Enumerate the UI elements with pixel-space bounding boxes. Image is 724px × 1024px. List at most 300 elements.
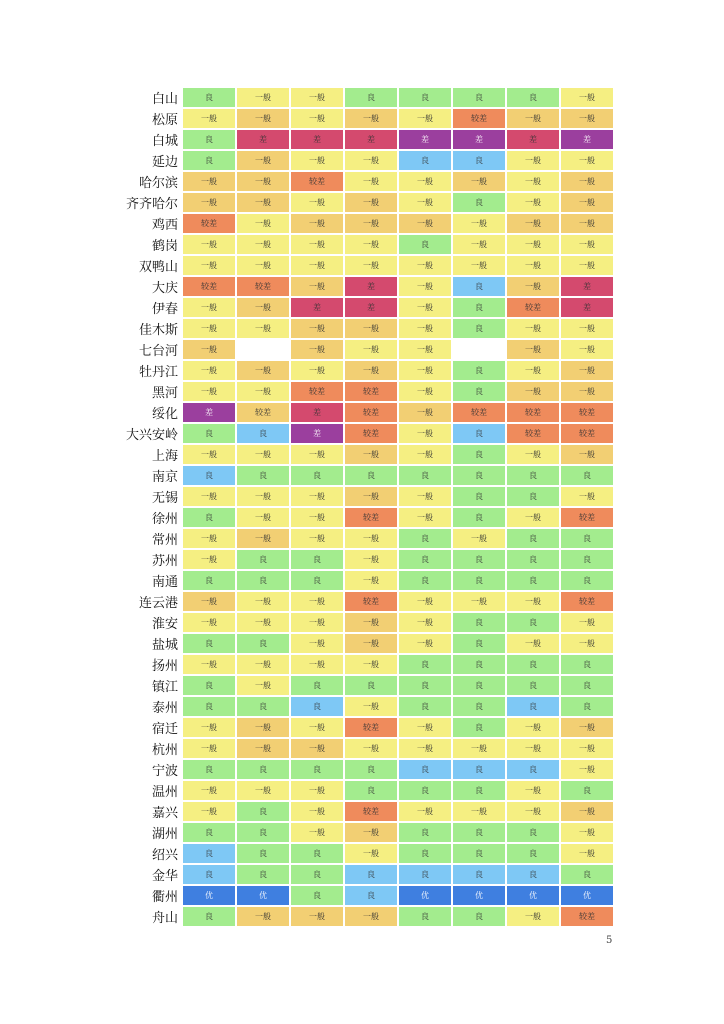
quality-cell: 一般: [344, 633, 398, 654]
quality-cell: 良: [398, 234, 452, 255]
quality-cell: 一般: [344, 213, 398, 234]
quality-cell: 良: [398, 864, 452, 885]
quality-cell: 一般: [182, 192, 236, 213]
quality-cell: 良: [182, 906, 236, 927]
city-name: 湖州: [151, 827, 178, 842]
table-row: [116, 213, 614, 234]
quality-cell: 良: [452, 549, 506, 570]
city-name: 盐城: [151, 638, 178, 653]
city-name: 大兴安岭: [125, 428, 178, 443]
quality-cell: 一般: [290, 255, 344, 276]
quality-cell: 良: [182, 423, 236, 444]
quality-cell: 一般: [290, 780, 344, 801]
quality-cell: 较差: [506, 297, 560, 318]
quality-cell: 一般: [398, 318, 452, 339]
quality-cell: 一般: [236, 171, 290, 192]
quality-cell: 良: [452, 843, 506, 864]
quality-cell: 一般: [506, 339, 560, 360]
quality-cell: 一般: [344, 192, 398, 213]
quality-cell: 一般: [560, 381, 614, 402]
table-row: [116, 738, 614, 759]
quality-cell: 一般: [506, 108, 560, 129]
quality-cell: 一般: [290, 150, 344, 171]
quality-cell: 一般: [398, 801, 452, 822]
quality-cell: 一般: [290, 234, 344, 255]
quality-cell: 一般: [182, 549, 236, 570]
quality-cell: 一般: [398, 339, 452, 360]
quality-cell: 良: [452, 360, 506, 381]
quality-cell: 良: [236, 633, 290, 654]
quality-cell: 良: [290, 675, 344, 696]
quality-cell: 一般: [398, 171, 452, 192]
city-name: 杭州: [151, 743, 178, 758]
quality-cell: 良: [398, 696, 452, 717]
city-name: 宿迁: [151, 722, 178, 737]
quality-cell: 差: [290, 129, 344, 150]
quality-cell: 良: [560, 570, 614, 591]
quality-cell: 一般: [452, 171, 506, 192]
city-name: 白山: [151, 92, 178, 107]
quality-cell: 一般: [344, 360, 398, 381]
quality-cell: 一般: [344, 150, 398, 171]
table-row: [116, 423, 614, 444]
quality-cell: 一般: [290, 801, 344, 822]
quality-cell: 一般: [182, 654, 236, 675]
quality-cell: 一般: [290, 87, 344, 108]
quality-cell: 优: [560, 885, 614, 906]
quality-cell: 良: [506, 696, 560, 717]
table-row: [116, 465, 614, 486]
city-name: 温州: [151, 785, 178, 800]
quality-cell: 一般: [236, 108, 290, 129]
quality-cell: 良: [506, 822, 560, 843]
quality-cell: 一般: [560, 87, 614, 108]
table-row: [116, 591, 614, 612]
quality-cell: 良: [506, 87, 560, 108]
quality-cell: 一般: [452, 213, 506, 234]
city-name: 伊春: [151, 302, 178, 317]
quality-cell: 良: [398, 843, 452, 864]
quality-cell: 良: [236, 801, 290, 822]
quality-cell: 一般: [344, 906, 398, 927]
table-row: [116, 318, 614, 339]
quality-cell: 良: [290, 696, 344, 717]
quality-cell: 差: [344, 276, 398, 297]
quality-cell: 良: [290, 864, 344, 885]
quality-cell: 良: [236, 864, 290, 885]
quality-cell: 一般: [560, 213, 614, 234]
quality-cell: 一般: [560, 150, 614, 171]
quality-cell: 良: [452, 906, 506, 927]
quality-cell: 一般: [182, 297, 236, 318]
quality-cell: 较差: [344, 402, 398, 423]
city-name: 黑河: [151, 386, 178, 401]
quality-cell: 良: [344, 780, 398, 801]
quality-cell: 一般: [398, 255, 452, 276]
quality-cell: 良: [452, 717, 506, 738]
table-row: [116, 255, 614, 276]
quality-cell: 一般: [182, 717, 236, 738]
quality-cell: 良: [398, 675, 452, 696]
quality-cell: 一般: [236, 591, 290, 612]
quality-cell: 一般: [344, 570, 398, 591]
table-row: [116, 87, 614, 108]
city-name: 扬州: [151, 659, 178, 674]
quality-cell: 良: [398, 528, 452, 549]
quality-cell: 良: [398, 87, 452, 108]
quality-cell: 较差: [560, 423, 614, 444]
quality-cell: 一般: [398, 486, 452, 507]
quality-cell: 良: [344, 864, 398, 885]
quality-cell: 较差: [344, 591, 398, 612]
quality-cell: 一般: [398, 276, 452, 297]
quality-cell: 一般: [344, 612, 398, 633]
quality-cell: 一般: [506, 213, 560, 234]
quality-cell: 良: [560, 780, 614, 801]
quality-cell: 一般: [398, 381, 452, 402]
quality-cell: 良: [506, 864, 560, 885]
table-row: [116, 444, 614, 465]
quality-cell: 良: [182, 507, 236, 528]
quality-cell: 良: [560, 654, 614, 675]
quality-cell: 一般: [290, 738, 344, 759]
quality-cell: 良: [452, 633, 506, 654]
quality-cell: 一般: [398, 612, 452, 633]
quality-cell: 一般: [344, 486, 398, 507]
quality-cell: 一般: [236, 507, 290, 528]
quality-cell: 一般: [290, 906, 344, 927]
quality-cell: 良: [452, 192, 506, 213]
quality-cell: 差: [236, 129, 290, 150]
quality-cell: 一般: [182, 234, 236, 255]
quality-cell: 良: [182, 465, 236, 486]
quality-cell: 良: [506, 654, 560, 675]
quality-cell: 一般: [236, 150, 290, 171]
quality-cell: 一般: [182, 108, 236, 129]
quality-cell: 一般: [182, 381, 236, 402]
city-name: 延边: [151, 155, 178, 170]
city-name: 绥化: [151, 407, 178, 422]
quality-cell: 一般: [236, 486, 290, 507]
quality-cell: 良: [182, 675, 236, 696]
quality-cell: 良: [344, 675, 398, 696]
quality-cell: 一般: [344, 108, 398, 129]
quality-cell: 一般: [560, 486, 614, 507]
quality-cell: 一般: [560, 633, 614, 654]
quality-cell: 一般: [290, 318, 344, 339]
city-name: 南京: [151, 470, 178, 485]
quality-cell: 较差: [560, 507, 614, 528]
quality-cell: 一般: [506, 906, 560, 927]
table-row: [116, 192, 614, 213]
quality-cell: 良: [182, 150, 236, 171]
quality-cell: 优: [398, 885, 452, 906]
quality-cell: 一般: [560, 801, 614, 822]
quality-cell: 一般: [182, 780, 236, 801]
quality-cell: 较差: [344, 801, 398, 822]
quality-cell: 差: [452, 129, 506, 150]
quality-cell: 一般: [182, 360, 236, 381]
quality-cell: 优: [236, 885, 290, 906]
quality-cell: 良: [452, 150, 506, 171]
quality-cell: 一般: [560, 192, 614, 213]
quality-cell: 一般: [506, 234, 560, 255]
table-row: [116, 801, 614, 822]
page-number: 5: [606, 935, 613, 946]
quality-cell: 差: [560, 129, 614, 150]
quality-cell: 一般: [452, 234, 506, 255]
city-name: 双鸭山: [138, 260, 178, 275]
city-name: 牡丹江: [138, 365, 178, 380]
city-name: 上海: [151, 449, 178, 464]
quality-cell: 一般: [506, 318, 560, 339]
quality-cell: 良: [182, 87, 236, 108]
table-row: [116, 864, 614, 885]
quality-cell: 良: [344, 759, 398, 780]
quality-cell: 一般: [236, 255, 290, 276]
quality-cell: 一般: [560, 717, 614, 738]
quality-cell: 一般: [290, 339, 344, 360]
quality-cell: 较差: [182, 276, 236, 297]
quality-cell: 良: [236, 822, 290, 843]
quality-cell: 较差: [506, 402, 560, 423]
quality-cell: 一般: [236, 318, 290, 339]
quality-cell: 良: [452, 444, 506, 465]
quality-cell: 一般: [290, 108, 344, 129]
quality-cell: 一般: [344, 528, 398, 549]
quality-cell: 良: [506, 486, 560, 507]
quality-cell: 良: [398, 780, 452, 801]
quality-cell: 较差: [560, 402, 614, 423]
quality-cell: 一般: [398, 717, 452, 738]
quality-cell: 良: [182, 570, 236, 591]
table-row: [116, 129, 614, 150]
quality-cell: 一般: [182, 255, 236, 276]
quality-cell: 良: [236, 696, 290, 717]
quality-cell: 一般: [560, 108, 614, 129]
table-row: [116, 675, 614, 696]
quality-cell: 良: [182, 129, 236, 150]
quality-cell: 一般: [560, 843, 614, 864]
quality-cell: 一般: [182, 339, 236, 360]
quality-cell: 较差: [344, 381, 398, 402]
quality-cell: 一般: [236, 654, 290, 675]
quality-cell: 良: [506, 843, 560, 864]
quality-cell: 一般: [506, 717, 560, 738]
quality-cell: 一般: [506, 507, 560, 528]
quality-cell: 良: [506, 549, 560, 570]
table-row: [116, 549, 614, 570]
city-name: 嘉兴: [151, 806, 178, 821]
quality-cell: 一般: [236, 213, 290, 234]
quality-cell: 一般: [236, 612, 290, 633]
quality-cell: 一般: [344, 738, 398, 759]
quality-cell: 一般: [236, 528, 290, 549]
quality-cell: 良: [506, 570, 560, 591]
quality-cell: 一般: [344, 339, 398, 360]
table-row: [116, 297, 614, 318]
quality-cell: 良: [506, 612, 560, 633]
quality-cell: 一般: [344, 654, 398, 675]
city-name: 哈尔滨: [138, 176, 178, 191]
quality-cell: 良: [344, 885, 398, 906]
quality-cell: 良: [290, 549, 344, 570]
quality-cell: 良: [236, 549, 290, 570]
quality-cell: 良: [398, 549, 452, 570]
quality-cell: 良: [344, 465, 398, 486]
quality-cell: 一般: [290, 528, 344, 549]
city-name: 白城: [151, 134, 178, 149]
quality-cell: 一般: [560, 318, 614, 339]
quality-cell: 一般: [398, 423, 452, 444]
quality-cell: 良: [452, 570, 506, 591]
quality-cell: 良: [182, 864, 236, 885]
quality-cell: 较差: [452, 402, 506, 423]
quality-cell: 一般: [344, 255, 398, 276]
quality-cell: 一般: [398, 360, 452, 381]
quality-cell: 一般: [560, 822, 614, 843]
quality-cell: 一般: [506, 738, 560, 759]
quality-cell: 一般: [398, 738, 452, 759]
quality-cell: 一般: [560, 360, 614, 381]
quality-cell: 一般: [398, 108, 452, 129]
quality-cell: 一般: [290, 654, 344, 675]
city-name: 舟山: [151, 911, 178, 926]
quality-cell: 良: [290, 465, 344, 486]
quality-cell: 一般: [236, 297, 290, 318]
quality-cell: 一般: [344, 444, 398, 465]
table-row: [116, 843, 614, 864]
quality-cell: 一般: [344, 822, 398, 843]
quality-cell: 良: [560, 864, 614, 885]
quality-cell: 一般: [452, 801, 506, 822]
quality-cell: 良: [398, 906, 452, 927]
quality-cell: 一般: [290, 276, 344, 297]
quality-cell: 一般: [560, 444, 614, 465]
table-row: [116, 696, 614, 717]
quality-cell: 良: [560, 549, 614, 570]
quality-cell: 良: [290, 843, 344, 864]
city-name: 绍兴: [151, 848, 178, 863]
table-row: [116, 717, 614, 738]
quality-cell: 一般: [236, 234, 290, 255]
quality-cell: 一般: [236, 360, 290, 381]
quality-cell: 良: [560, 465, 614, 486]
quality-cell: 一般: [290, 612, 344, 633]
quality-cell: 一般: [506, 633, 560, 654]
quality-cell: [236, 339, 290, 360]
quality-cell: 一般: [398, 213, 452, 234]
quality-cell: 良: [398, 150, 452, 171]
table-row: [116, 507, 614, 528]
quality-cell: 优: [182, 885, 236, 906]
quality-cell: 一般: [506, 171, 560, 192]
quality-cell: 一般: [506, 780, 560, 801]
quality-cell: 一般: [506, 360, 560, 381]
quality-cell: 良: [182, 822, 236, 843]
quality-cell: 较差: [344, 423, 398, 444]
quality-cell: 一般: [236, 192, 290, 213]
table-body: [116, 87, 614, 927]
quality-cell: 差: [560, 276, 614, 297]
quality-cell: 一般: [236, 780, 290, 801]
table-row: [116, 402, 614, 423]
quality-cell: 良: [506, 465, 560, 486]
city-name: 无锡: [151, 491, 178, 506]
quality-cell: 一般: [290, 591, 344, 612]
city-name: 鹤岗: [151, 239, 178, 254]
quality-cell: 一般: [452, 528, 506, 549]
quality-cell: [452, 339, 506, 360]
city-name: 连云港: [138, 596, 178, 611]
quality-cell: 一般: [506, 192, 560, 213]
quality-cell: 一般: [506, 801, 560, 822]
quality-cell: 差: [344, 129, 398, 150]
quality-cell: 较差: [236, 402, 290, 423]
quality-cell: 良: [452, 318, 506, 339]
quality-cell: 一般: [506, 444, 560, 465]
quality-cell: 良: [452, 654, 506, 675]
quality-cell: 较差: [452, 108, 506, 129]
table-row: [116, 381, 614, 402]
city-name: 大庆: [151, 281, 178, 296]
quality-cell: 良: [398, 570, 452, 591]
quality-cell: 一般: [398, 192, 452, 213]
quality-cell: 良: [452, 423, 506, 444]
quality-cell: 一般: [290, 486, 344, 507]
city-name: 七台河: [138, 344, 178, 359]
quality-cell: 一般: [182, 738, 236, 759]
quality-cell: 一般: [398, 591, 452, 612]
quality-cell: 良: [398, 759, 452, 780]
quality-cell: 良: [452, 612, 506, 633]
quality-cell: 较差: [236, 276, 290, 297]
table-row: [116, 339, 614, 360]
quality-cell: 良: [452, 696, 506, 717]
quality-cell: 良: [236, 570, 290, 591]
table-row: [116, 150, 614, 171]
city-name: 金华: [151, 869, 178, 884]
quality-cell: 一般: [344, 549, 398, 570]
quality-cell: 一般: [236, 381, 290, 402]
quality-cell: 良: [452, 507, 506, 528]
quality-cell: 良: [344, 87, 398, 108]
quality-cell: 一般: [560, 759, 614, 780]
quality-cell: 一般: [236, 717, 290, 738]
table-row: [116, 633, 614, 654]
quality-cell: 一般: [398, 507, 452, 528]
quality-cell: 良: [560, 528, 614, 549]
quality-cell: 一般: [290, 444, 344, 465]
quality-cell: 优: [506, 885, 560, 906]
quality-cell: 一般: [344, 318, 398, 339]
quality-cell: 良: [452, 276, 506, 297]
quality-cell: 一般: [560, 612, 614, 633]
quality-cell: 一般: [398, 402, 452, 423]
quality-cell: 良: [398, 465, 452, 486]
city-name: 镇江: [151, 680, 178, 695]
quality-cell: 一般: [290, 507, 344, 528]
quality-cell: 良: [290, 570, 344, 591]
quality-cell: 一般: [560, 255, 614, 276]
city-name: 南通: [151, 575, 178, 590]
quality-cell: 一般: [182, 612, 236, 633]
quality-cell: 一般: [236, 444, 290, 465]
quality-cell: 一般: [398, 297, 452, 318]
quality-cell: 一般: [344, 843, 398, 864]
quality-cell: 一般: [398, 633, 452, 654]
city-name: 徐州: [151, 512, 178, 527]
